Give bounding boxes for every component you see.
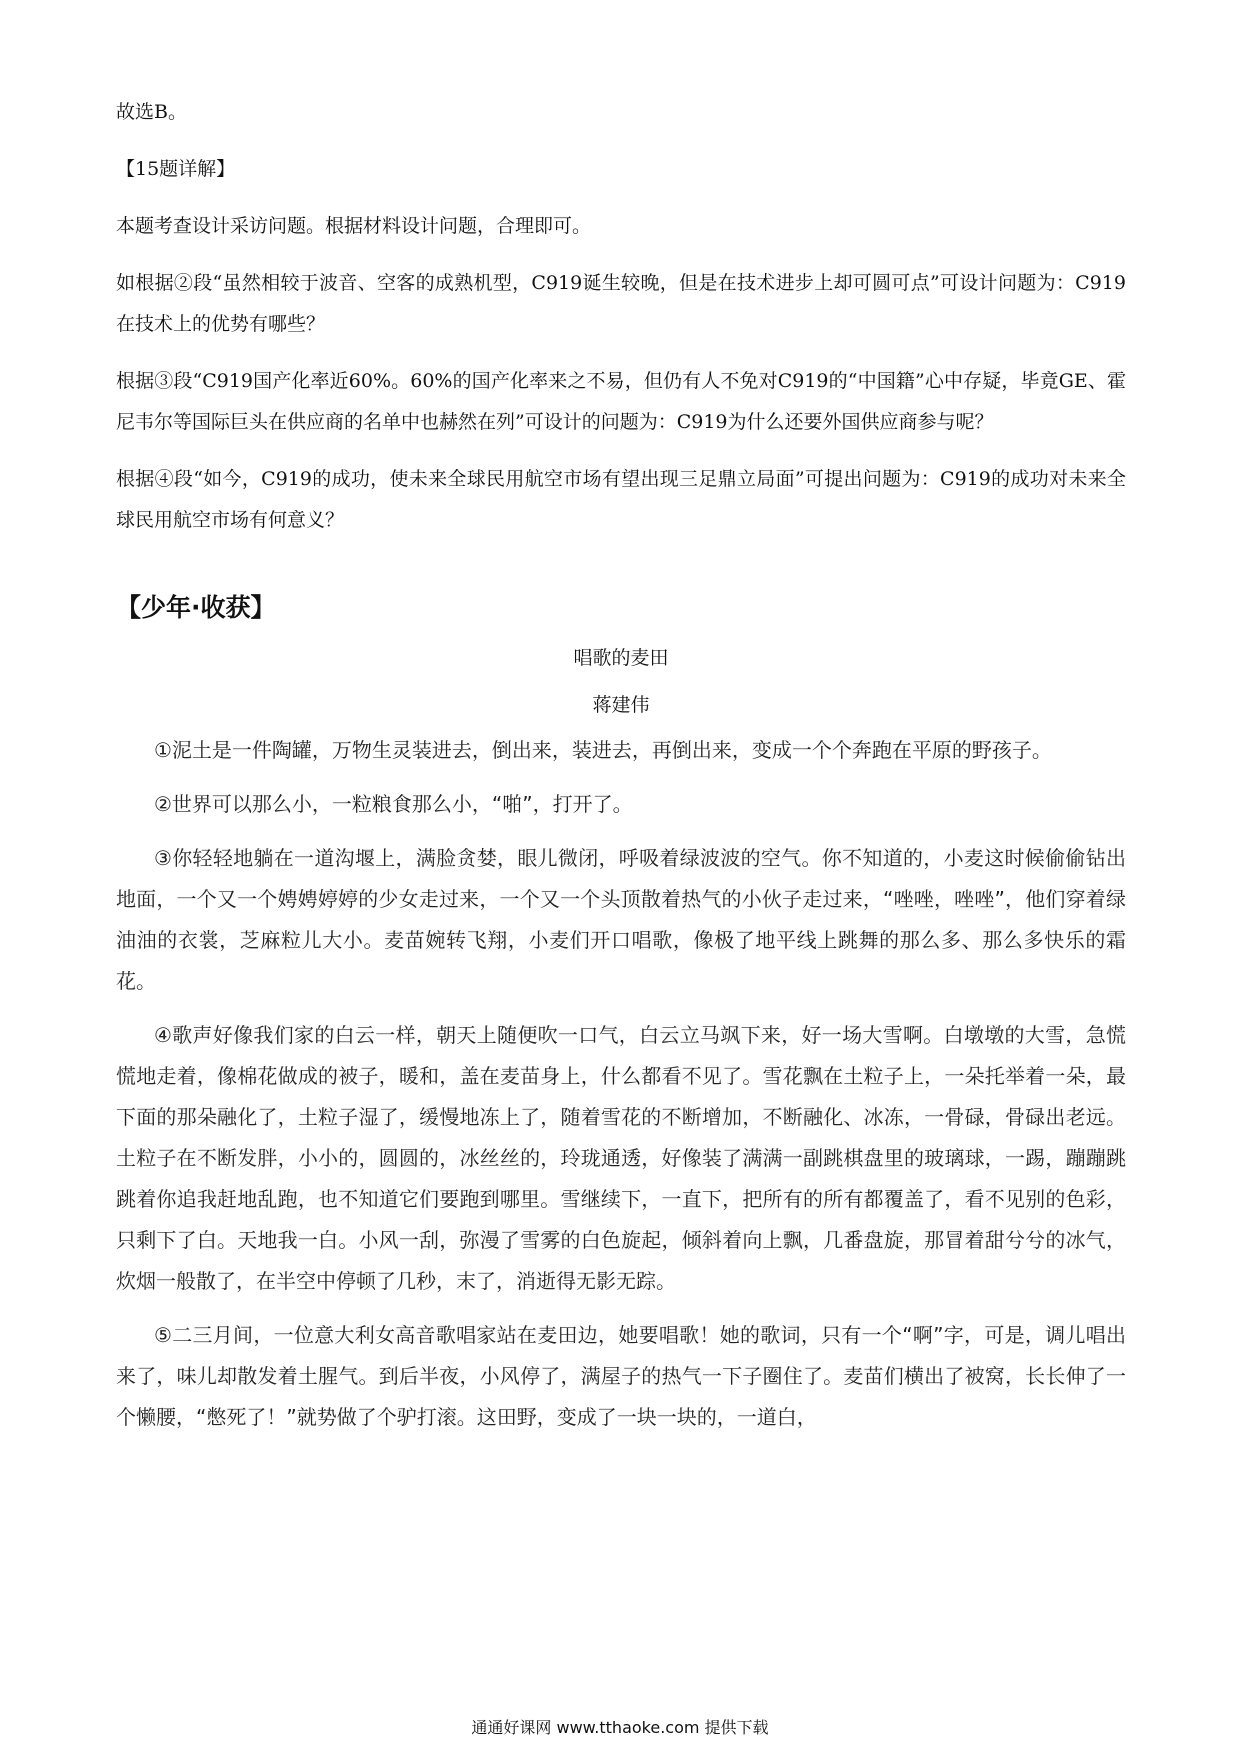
article-paragraph-1: ①泥土是一件陶罐，万物生灵装进去，倒出来，装进去，再倒出来，变成一个个奔跑在平原的野孩子。 (154, 738, 1052, 762)
question-15-example-3: 根据④段“如今，C919的成功，使未来全球民用航空市场有望出现三足鼎立局面”可提出问题为：C919的成功对未来全球民用航空市场有何意义？ (116, 468, 1126, 531)
question-15-intro: 本题考查设计采访问题。根据材料设计问题，合理即可。 (116, 215, 592, 237)
answer-choice-line: 故选B。 (116, 101, 187, 123)
reading-section-heading: 【少年·收获】 (116, 593, 276, 622)
question-15-example-1: 如根据②段“虽然相较于波音、空客的成熟机型，C919诞生较晚，但是在技术进步上却可圆可点”可设计问题为：C919在技术上的优势有哪些？ (116, 272, 1126, 335)
article-paragraph-4: ④歌声好像我们家的白云一样，朝天上随便吹一口气，白云立马飒下来，好一场大雪啊。白墩墩的大雪，急慌慌地走着，像棉花做成的被子，暖和，盖在麦苗身上，什么都看不见了。雪花飘在土粒子上，一朵托举着一朵，最下面的那朵融化了，土粒子湿了，缓慢地冻上了，随着雪花的不断增加，不断融化、冰冻，一骨碌，骨碌出老远。土粒子在不断发胖，小小的，圆圆的，冰丝丝的，玲珑通透，好像装了满满一副跳棋盘里的玻璃球，一踢，蹦蹦跳跳着你追我赶地乱跑，也不知道它们要跑到哪里。雪继续下，一直下，把所有的所有都覆盖了，看不见别的色彩，只剩下了白。天地我一白。小风一刮，弥漫了雪雾的白色旋起，倾斜着向上飘，几番盘旋，那冒着甜兮兮的冰气，炊烟一般散了，在半空中停顿了几秒，末了，消逝得无影无踪。 (116, 1023, 1126, 1293)
article-paragraph-2: ②世界可以那么小，一粒粮食那么小，“啪”，打开了。 (154, 792, 633, 816)
article-title: 唱歌的麦田 (573, 647, 669, 669)
article-author: 蒋建伟 (592, 694, 650, 716)
question-15-heading: 【15题详解】 (116, 158, 236, 180)
article-body (116, 730, 1126, 1451)
article-paragraph-3: ③你轻轻地躺在一道沟堰上，满脸贪婪，眼儿微闭，呼吸着绿波波的空气。你不知道的，小麦这时候偷偷钻出地面，一个又一个娉娉婷婷的少女走过来，一个又一个头顶散着热气的小伙子走过来，“唑唑，唑唑”，他们穿着绿油油的衣裳，芝麻粒儿大小。麦苗婉转飞翔，小麦们开口唱歌，像极了地平线上跳舞的那么多、那么多快乐的霜花。 (116, 846, 1126, 993)
answer-section (116, 92, 1126, 541)
question-15-example-2: 根据③段“C919国产化率近60%。60%的国产化率来之不易，但仍有人不免对C919的“中国籍”心中存疑，毕竟GE、霍尼韦尔等国际巨头在供应商的名单中也赫然在列”可设计的问题为：C919为什么还要外国供应商参与呢？ (116, 370, 1126, 433)
article-paragraph-5: ⑤二三月间，一位意大利女高音歌唱家站在麦田边，她要唱歌！她的歌词，只有一个“啊”字，可是，调儿唱出来了，味儿却散发着土腥气。到后半夜，小风停了，满屋子的热气一下子圈住了。麦苗们横出了被窝，长长伸了一个懒腰，“憋死了！”就势做了个驴打滚。这田野，变成了一块一块的，一道白， (116, 1323, 1126, 1429)
page-footer: 通通好课网 www.tthaoke.com 提供下载 (471, 1718, 769, 1737)
